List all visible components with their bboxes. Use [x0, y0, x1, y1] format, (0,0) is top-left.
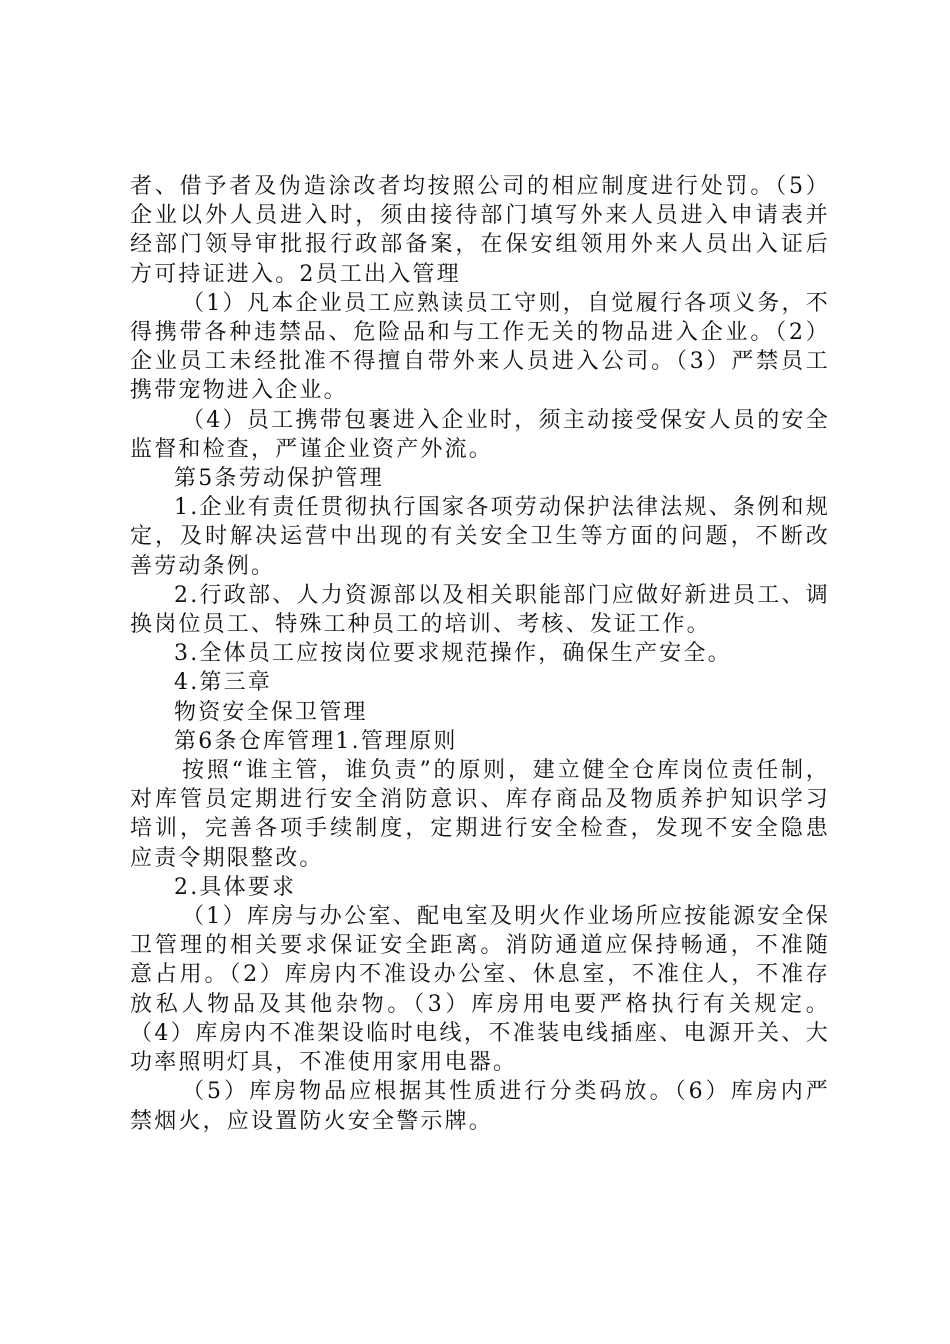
paragraph-2: （1）凡本企业员工应熟读员工守则，自觉履行各项义务，不得携带各种违禁品、危险品和与工作无关的物品进入企业。（2）企业员工未经批准不得擅自带外来人员进入公司。（3）严禁员工携带宠物进入企业。	[130, 290, 830, 404]
paragraph-6: 2.行政部、人力资源部以及相关职能部门应做好新进员工、调换岗位员工、特殊工种员工的培训、考核、发证工作。	[130, 582, 830, 638]
paragraph-14: （5）库房物品应根据其性质进行分类码放。（6）库房内严禁烟火，应设置防火安全警示牌。	[130, 1079, 830, 1134]
paragraph-5: 1.企业有责任贯彻执行国家各项劳动保护法律法规、条例和规定，及时解决运营中出现的有关安全卫生等方面的问题，不断改善劳动条例。	[130, 495, 830, 579]
paragraph-3: （4）员工携带包裹进入企业时，须主动接受保安人员的安全监督和检查，严谨企业资产外流。	[130, 407, 830, 462]
paragraph-4: 第5条劳动保护管理	[174, 466, 384, 492]
paragraph-1: 者、借予者及伪造涂改者均按照公司的相应制度进行处罚。（5）企业以外人员进入时，须由接待部门填写外来人员进入申请表并经部门领导审批报行政部备案，在保安组领用外来人员出入证后方可持证进入。2员工出入管理	[130, 174, 830, 287]
paragraph-12: 2.具体要求	[174, 874, 297, 900]
paragraph-10: 第6条仓库管理1.管理原则	[174, 728, 458, 754]
paragraph-11: 按照“谁主管，谁负责”的原则，建立健全仓库岗位责任制，对库管员定期进行安全消防意识、库存商品及物质养护知识学习培训，完善各项手续制度，定期进行安全检查，发现不安全隐患应责令期限整改。	[130, 758, 830, 871]
document-body	[130, 172, 830, 1136]
paragraph-8: 4.第三章	[174, 670, 272, 696]
paragraph-9: 物资安全保卫管理	[174, 699, 368, 725]
paragraph-7: 3.全体员工应按岗位要求规范操作，确保生产安全。	[174, 641, 732, 667]
paragraph-13: （1）库房与办公室、配电室及明火作业场所应按能源安全保卫管理的相关要求保证安全距离。消防通道应保持畅通，不准随意占用。（2）库房内不准设办公室、休息室，不准住人，不准存放私人物品及其他杂物。（3）库房用电要严格执行有关规定。（4）库房内不准架设临时电线，不准装电线插座、电源开关、大功率照明灯具，不准使用家用电器。	[130, 904, 830, 1076]
